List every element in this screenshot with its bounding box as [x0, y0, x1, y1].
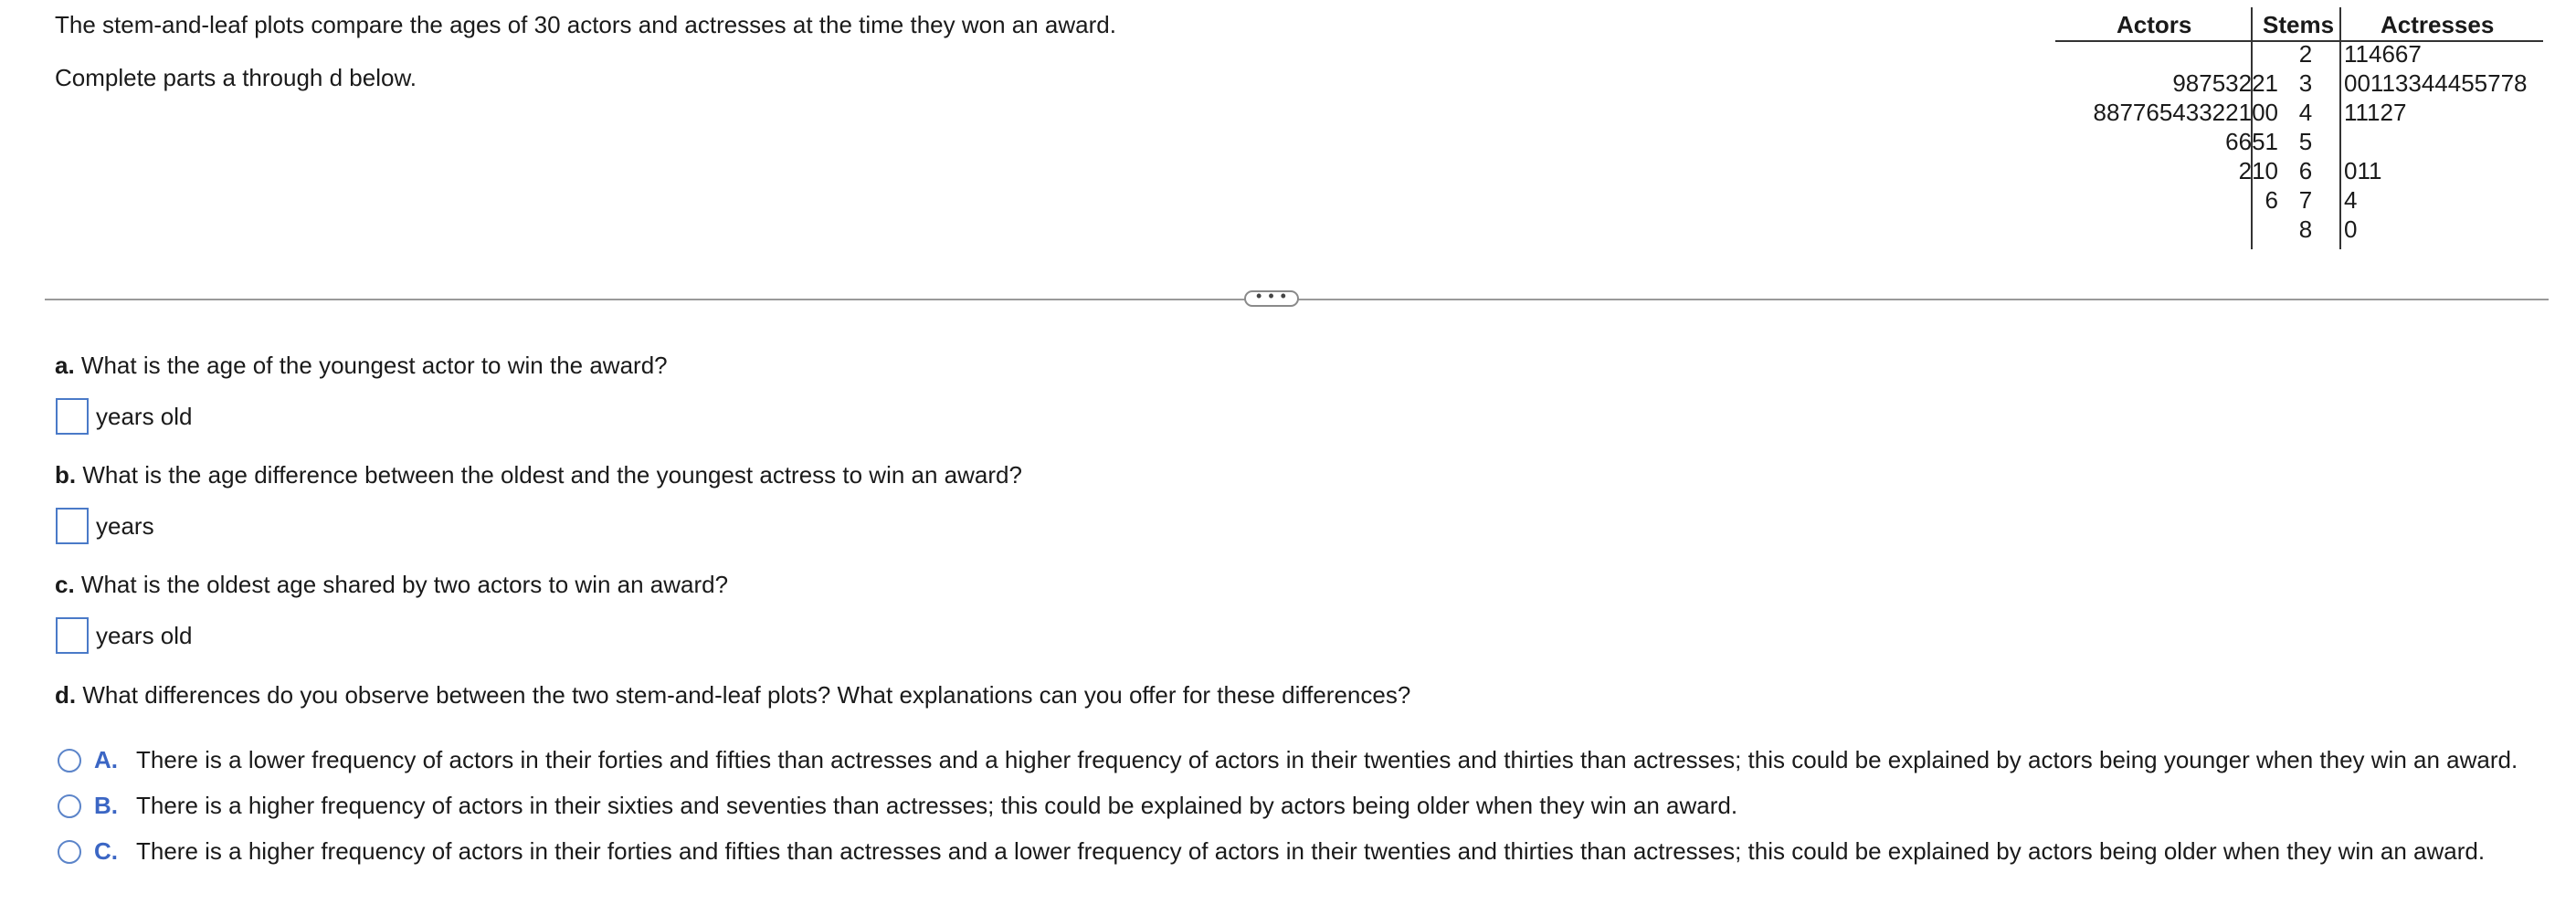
- actresses-leaves-4: 11127: [2344, 99, 2407, 126]
- actresses-header: Actresses: [2381, 11, 2495, 38]
- answer-c-unit: years old: [96, 622, 193, 649]
- actors-header: Actors: [2117, 11, 2192, 38]
- question-b: [55, 460, 1022, 489]
- option-c-radio[interactable]: [58, 840, 81, 864]
- actors-leaves-3: 98753221: [2172, 69, 2278, 97]
- stem-6: 6: [2298, 157, 2313, 184]
- answer-b-unit: years: [96, 512, 154, 540]
- actresses-leaves-7: 4: [2344, 186, 2358, 214]
- stem-8: 8: [2298, 215, 2313, 243]
- question-d: [55, 680, 1410, 710]
- option-b-radio[interactable]: [58, 794, 81, 818]
- question-c-letter: c.: [55, 571, 75, 598]
- answer-c-input[interactable]: [56, 617, 89, 654]
- question-c: [55, 570, 728, 599]
- question-a-letter: a.: [55, 352, 75, 379]
- option-c-letter: C.: [94, 837, 118, 865]
- question-a: [55, 351, 668, 380]
- answer-a-input[interactable]: [56, 398, 89, 435]
- intro-text: The stem-and-leaf plots compare the ages of 30 actors and actresses at the time they won an award.: [55, 11, 1116, 38]
- option-c-text: There is a higher frequency of actors in their forties and fifties than actresses and a lower frequency of actors in their twenties and thirties than actresses; this could be explained by actors being older when they win an award.: [136, 837, 2486, 865]
- actresses-leaves-8: 0: [2344, 215, 2358, 243]
- instructions-text: Complete parts a through d below.: [55, 64, 417, 91]
- stem-3: 3: [2298, 69, 2313, 97]
- stem-and-leaf-table: [2055, 7, 2543, 249]
- option-a-radio[interactable]: [58, 749, 81, 773]
- stem-5: 5: [2298, 128, 2313, 155]
- question-b-text: What is the age difference between the oldest and the youngest actress to win an award?: [76, 461, 1022, 489]
- actresses-leaves-2: 114667: [2344, 40, 2422, 68]
- option-b-letter: B.: [94, 792, 118, 819]
- actors-leaves-4: 88776543322100: [2093, 99, 2278, 126]
- question-a-text: What is the age of the youngest actor to win the award?: [74, 352, 668, 379]
- actors-leaves-6: 210: [2238, 157, 2278, 184]
- stem-2: 2: [2298, 40, 2313, 68]
- stem-7: 7: [2298, 186, 2313, 214]
- expand-button[interactable]: • • •: [1244, 290, 1299, 307]
- question-b-letter: b.: [55, 461, 77, 489]
- actresses-leaves-6: 011: [2344, 157, 2382, 184]
- actors-leaves-7: 6: [2265, 186, 2278, 214]
- option-a-letter: A.: [94, 746, 118, 773]
- answer-b-input[interactable]: [56, 508, 89, 544]
- option-a-text: There is a lower frequency of actors in their forties and fifties than actresses and a higher frequency of actors in their twenties and thirties than actresses; this could be explained by actors being younger when they win an award.: [136, 746, 2518, 773]
- actors-leaves-5: 6651: [2225, 128, 2278, 155]
- question-d-letter: d.: [55, 681, 77, 709]
- answer-a-unit: years old: [96, 403, 193, 430]
- stems-header: Stems: [2263, 11, 2335, 38]
- question-c-text: What is the oldest age shared by two actors to win an award?: [74, 571, 729, 598]
- actresses-leaves-3: 00113344455778: [2344, 69, 2528, 97]
- stem-4: 4: [2298, 99, 2313, 126]
- option-b-text: There is a higher frequency of actors in their sixties and seventies than actresses; this could be explained by actors being older when they win an award.: [136, 792, 1738, 819]
- question-d-text: What differences do you observe between the two stem-and-leaf plots? What explanations can you offer for these differences?: [76, 681, 1411, 709]
